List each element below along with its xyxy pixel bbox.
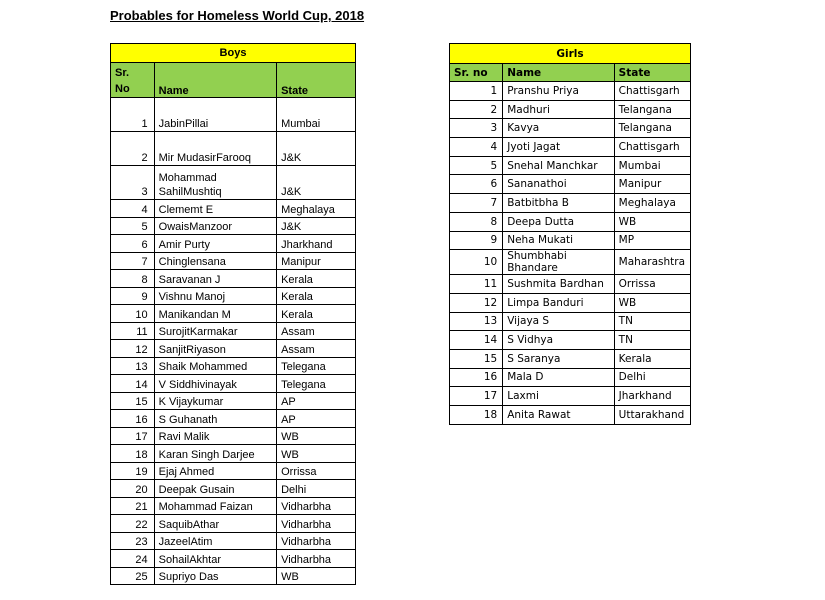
boys-cell-state: Vidharbha <box>277 532 356 550</box>
boys-cell-name: SaquibAthar <box>154 515 276 533</box>
girls-table <box>449 43 691 425</box>
boys-cell-sr-no: 6 <box>111 235 155 253</box>
boys-cell-sr-no: 11 <box>111 322 155 340</box>
boys-cell-sr-no: 4 <box>111 200 155 218</box>
boys-cell-state: Vidharbha <box>277 515 356 533</box>
boys-cell-sr-no: 13 <box>111 357 155 375</box>
boys-cell-state: Telegana <box>277 375 356 393</box>
boys-table-row <box>111 340 356 358</box>
boys-cell-sr-no: 8 <box>111 270 155 288</box>
girls-cell-name: Mala D <box>503 368 614 387</box>
boys-cell-name: OwaisManzoor <box>154 217 276 235</box>
girls-cell-name: Snehal Manchkar <box>503 156 614 175</box>
girls-cell-name: Deepa Dutta <box>503 212 614 231</box>
boys-cell-sr-no: 18 <box>111 445 155 463</box>
girls-cell-sr-no: 10 <box>450 250 503 275</box>
boys-cell-name: Deepak Gusain <box>154 480 276 498</box>
boys-cell-sr-no: 23 <box>111 532 155 550</box>
girls-table-row <box>450 212 691 231</box>
boys-cell-name: K Vijaykumar <box>154 392 276 410</box>
boys-cell-name: Mir MudasirFarooq <box>154 132 276 166</box>
girls-cell-name: S Saranya <box>503 349 614 368</box>
boys-cell-sr-no: 21 <box>111 497 155 515</box>
girls-cell-name: Neha Mukati <box>503 231 614 250</box>
boys-cell-state: J&K <box>277 132 356 166</box>
girls-caption: Girls <box>450 44 691 64</box>
girls-table-row <box>450 175 691 194</box>
boys-caption: Boys <box>111 44 356 63</box>
girls-table-row <box>450 231 691 250</box>
girls-cell-state: Manipur <box>614 175 690 194</box>
girls-table-row <box>450 156 691 175</box>
girls-cell-state: Meghalaya <box>614 194 690 213</box>
boys-table-row <box>111 392 356 410</box>
girls-cell-state: Uttarakhand <box>614 406 690 425</box>
boys-table-row <box>111 550 356 568</box>
boys-header-name: Name <box>154 63 276 98</box>
boys-cell-name: Ravi Malik <box>154 427 276 445</box>
boys-cell-sr-no: 12 <box>111 340 155 358</box>
girls-cell-name: Shumbhabi Bhandare <box>503 250 614 275</box>
girls-table-row <box>450 368 691 387</box>
boys-cell-name: JabinPillai <box>154 98 276 132</box>
boys-cell-sr-no: 1 <box>111 98 155 132</box>
boys-table-row <box>111 567 356 585</box>
girls-cell-sr-no: 9 <box>450 231 503 250</box>
girls-table-row <box>450 312 691 331</box>
boys-table-row <box>111 375 356 393</box>
girls-cell-name: S Vidhya <box>503 331 614 350</box>
boys-cell-name: Clememt E <box>154 200 276 218</box>
boys-table-row <box>111 287 356 305</box>
girls-cell-name: Jyoti Jagat <box>503 138 614 157</box>
girls-cell-name: Sananathoi <box>503 175 614 194</box>
boys-cell-name: Chinglensana <box>154 252 276 270</box>
girls-table-row <box>450 119 691 138</box>
boys-table-row <box>111 357 356 375</box>
boys-cell-sr-no: 2 <box>111 132 155 166</box>
boys-cell-state: Meghalaya <box>277 200 356 218</box>
boys-cell-name: Amir Purty <box>154 235 276 253</box>
girls-cell-name: Anita Rawat <box>503 406 614 425</box>
boys-table-row <box>111 322 356 340</box>
girls-cell-name: Laxmi <box>503 387 614 406</box>
boys-table-row <box>111 410 356 428</box>
boys-header-srno: Sr. No <box>111 63 155 98</box>
boys-cell-state: WB <box>277 567 356 585</box>
boys-cell-state: Delhi <box>277 480 356 498</box>
boys-table-row <box>111 98 356 132</box>
boys-cell-sr-no: 17 <box>111 427 155 445</box>
girls-cell-name: Madhuri <box>503 100 614 119</box>
boys-cell-state: Kerala <box>277 270 356 288</box>
boys-table-row <box>111 445 356 463</box>
girls-cell-state: TN <box>614 312 690 331</box>
boys-cell-state: Mumbai <box>277 98 356 132</box>
boys-cell-name: Mohammad Faizan <box>154 497 276 515</box>
boys-cell-name: JazeelAtim <box>154 532 276 550</box>
girls-cell-sr-no: 12 <box>450 293 503 312</box>
boys-table-row <box>111 497 356 515</box>
boys-header-state: State <box>277 63 356 98</box>
girls-cell-state: TN <box>614 331 690 350</box>
girls-cell-name: Vijaya S <box>503 312 614 331</box>
girls-table-row <box>450 138 691 157</box>
boys-table-row <box>111 462 356 480</box>
boys-cell-state: AP <box>277 392 356 410</box>
girls-table-row <box>450 82 691 101</box>
boys-cell-name: Supriyo Das <box>154 567 276 585</box>
girls-table-row <box>450 406 691 425</box>
girls-cell-state: Maharashtra <box>614 250 690 275</box>
girls-cell-state: WB <box>614 212 690 231</box>
girls-table-row <box>450 194 691 213</box>
boys-table-row <box>111 305 356 323</box>
boys-cell-state: WB <box>277 427 356 445</box>
girls-cell-state: Telangana <box>614 119 690 138</box>
girls-cell-name: Limpa Banduri <box>503 293 614 312</box>
girls-cell-sr-no: 3 <box>450 119 503 138</box>
boys-cell-name: Vishnu Manoj <box>154 287 276 305</box>
boys-cell-name: SanjitRiyason <box>154 340 276 358</box>
boys-cell-sr-no: 22 <box>111 515 155 533</box>
girls-cell-sr-no: 8 <box>450 212 503 231</box>
girls-header-srno: Sr. no <box>450 64 503 82</box>
boys-cell-name: Manikandan M <box>154 305 276 323</box>
girls-table-row <box>450 387 691 406</box>
boys-cell-sr-no: 19 <box>111 462 155 480</box>
girls-cell-sr-no: 7 <box>450 194 503 213</box>
girls-cell-sr-no: 13 <box>450 312 503 331</box>
boys-cell-sr-no: 5 <box>111 217 155 235</box>
girls-table-row <box>450 349 691 368</box>
boys-cell-sr-no: 7 <box>111 252 155 270</box>
girls-cell-state: Telangana <box>614 100 690 119</box>
boys-cell-sr-no: 10 <box>111 305 155 323</box>
boys-cell-state: Kerala <box>277 305 356 323</box>
girls-cell-name: Kavya <box>503 119 614 138</box>
boys-cell-state: Assam <box>277 340 356 358</box>
girls-cell-sr-no: 15 <box>450 349 503 368</box>
girls-cell-sr-no: 18 <box>450 406 503 425</box>
boys-cell-sr-no: 25 <box>111 567 155 585</box>
boys-table-row <box>111 252 356 270</box>
boys-cell-name: Mohammad SahilMushtiq <box>154 166 276 200</box>
girls-cell-sr-no: 17 <box>450 387 503 406</box>
girls-cell-sr-no: 2 <box>450 100 503 119</box>
boys-cell-state: J&K <box>277 166 356 200</box>
boys-cell-name: Karan Singh Darjee <box>154 445 276 463</box>
girls-table-row <box>450 293 691 312</box>
girls-cell-name: Sushmita Bardhan <box>503 275 614 294</box>
boys-cell-sr-no: 16 <box>111 410 155 428</box>
boys-cell-name: S Guhanath <box>154 410 276 428</box>
boys-table-row <box>111 132 356 166</box>
girls-cell-sr-no: 5 <box>450 156 503 175</box>
boys-cell-sr-no: 14 <box>111 375 155 393</box>
page-title: Probables for Homeless World Cup, 2018 <box>110 8 365 23</box>
boys-cell-state: Manipur <box>277 252 356 270</box>
boys-cell-name: Shaik Mohammed <box>154 357 276 375</box>
boys-cell-name: SurojitKarmakar <box>154 322 276 340</box>
girls-cell-state: Chattisgarh <box>614 138 690 157</box>
boys-cell-sr-no: 24 <box>111 550 155 568</box>
girls-cell-state: WB <box>614 293 690 312</box>
girls-header-name: Name <box>503 64 614 82</box>
boys-cell-state: WB <box>277 445 356 463</box>
boys-cell-sr-no: 20 <box>111 480 155 498</box>
girls-cell-sr-no: 16 <box>450 368 503 387</box>
girls-cell-sr-no: 4 <box>450 138 503 157</box>
girls-cell-name: Pranshu Priya <box>503 82 614 101</box>
girls-cell-sr-no: 14 <box>450 331 503 350</box>
girls-cell-state: Jharkhand <box>614 387 690 406</box>
boys-table-row <box>111 532 356 550</box>
boys-table-row <box>111 515 356 533</box>
boys-cell-name: Ejaj Ahmed <box>154 462 276 480</box>
boys-table-row <box>111 200 356 218</box>
boys-table-row <box>111 166 356 200</box>
boys-table-row <box>111 480 356 498</box>
boys-cell-sr-no: 15 <box>111 392 155 410</box>
boys-cell-sr-no: 3 <box>111 166 155 200</box>
boys-cell-state: Assam <box>277 322 356 340</box>
girls-table-row <box>450 331 691 350</box>
boys-table-row <box>111 217 356 235</box>
girls-cell-sr-no: 6 <box>450 175 503 194</box>
boys-cell-state: Orrissa <box>277 462 356 480</box>
girls-cell-state: Kerala <box>614 349 690 368</box>
boys-cell-name: V Siddhivinayak <box>154 375 276 393</box>
girls-cell-name: Batbitbha B <box>503 194 614 213</box>
boys-table-row <box>111 427 356 445</box>
girls-cell-state: Orrissa <box>614 275 690 294</box>
boys-table <box>110 43 356 585</box>
girls-cell-state: Mumbai <box>614 156 690 175</box>
boys-cell-state: J&K <box>277 217 356 235</box>
boys-cell-state: Vidharbha <box>277 550 356 568</box>
girls-cell-state: Delhi <box>614 368 690 387</box>
boys-table-row <box>111 270 356 288</box>
girls-cell-sr-no: 1 <box>450 82 503 101</box>
girls-table-row <box>450 250 691 275</box>
boys-cell-state: Vidharbha <box>277 497 356 515</box>
boys-cell-state: Jharkhand <box>277 235 356 253</box>
girls-cell-state: MP <box>614 231 690 250</box>
boys-cell-state: Kerala <box>277 287 356 305</box>
boys-cell-sr-no: 9 <box>111 287 155 305</box>
boys-cell-name: SohailAkhtar <box>154 550 276 568</box>
boys-table-row <box>111 235 356 253</box>
boys-cell-state: Telegana <box>277 357 356 375</box>
boys-cell-name: Saravanan J <box>154 270 276 288</box>
girls-header-state: State <box>614 64 690 82</box>
girls-table-row <box>450 275 691 294</box>
girls-cell-state: Chattisgarh <box>614 82 690 101</box>
girls-cell-sr-no: 11 <box>450 275 503 294</box>
girls-table-row <box>450 100 691 119</box>
boys-cell-state: AP <box>277 410 356 428</box>
